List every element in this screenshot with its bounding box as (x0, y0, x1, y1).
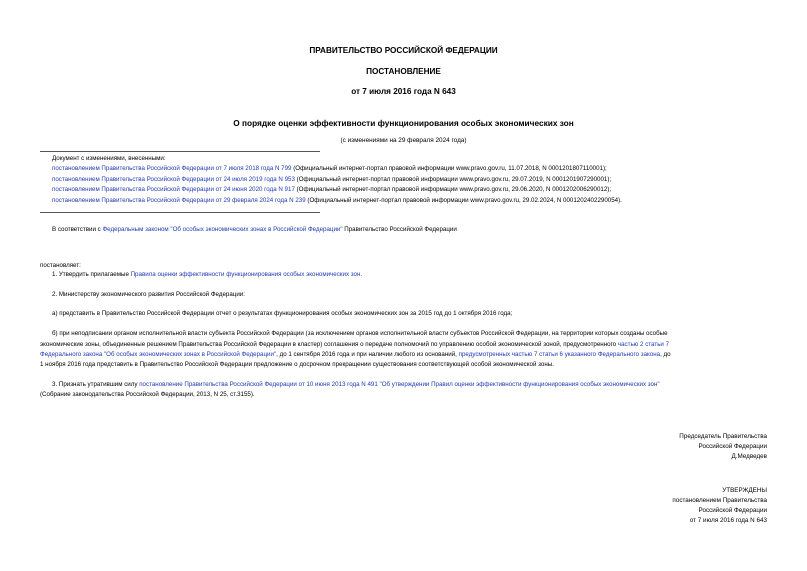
approved-line: постановлением Правительства (672, 497, 767, 504)
amendment-link[interactable]: постановлением Правительства Российской Федерации от 29 февраля 2024 года N 239 (52, 197, 306, 204)
amendment-note: (Официальный интернет-портал правовой информации www.pravo.gov.ru, 29.02.2024, N 0001202402290054). (305, 197, 622, 204)
article-link[interactable]: предусмотренных частью 7 статьи 6 указанного Федерального закона (458, 351, 661, 358)
signature-name: Д.Медведев (731, 453, 767, 460)
item-1-text: . (360, 271, 363, 278)
item-2b-line: 1 ноября 2016 года представить в Правительство Российской Федерации предложение о досрочном прекращении существования соответствующей особой экономической зоны. (40, 361, 554, 368)
preamble-text: Правительство Российской Федерации (342, 226, 457, 233)
preamble (52, 226, 457, 234)
amendments-bottom-rule (40, 212, 320, 213)
amendment-note: (Официальный интернет-портал правовой информации www.pravo.gov.ru, 29.07.2019, N 0001201907290001); (294, 176, 612, 183)
federal-law-link[interactable]: Федерального закона "Об особых экономических зонах в Российской Федерации" (40, 351, 277, 358)
amendment-item (52, 186, 611, 194)
item-3-line2: (Собрание законодательства Российской Федерации, 2013, N 25, ст.3155). (40, 391, 255, 398)
item-2a: а) представить в Правительство Российской Федерации отчет о результатах функционирования особых экономических зон за 2015 год до 1 октября 2016 года; (52, 310, 513, 317)
item-2b-text: экономические зоны, объединенные решением Правительства Российской Федерации в кластер) соглашения о передаче полномочий по управлению особой экономической зоной, предусмотренного (40, 341, 618, 348)
item-2b-line (40, 351, 671, 359)
amendment-item (52, 165, 607, 173)
approved-line: УТВЕРЖДЕНЫ (722, 487, 767, 494)
item-2b-text: , до (660, 351, 671, 358)
amendment-item (52, 197, 622, 205)
approved-line: от 7 июля 2016 года N 643 (689, 517, 767, 524)
item-1 (52, 271, 362, 279)
item-3 (52, 381, 660, 389)
item-1-text: 1. Утвердить прилагаемые (52, 271, 131, 278)
item-2b-line: б) при неподписании органом исполнительной власти субъекта Российской Федерации (за исключением органов исполнительной власти субъектов Российской Федерации, на территории которых созданы особые (52, 330, 668, 337)
government-heading: ПРАВИТЕЛЬСТВО РОССИЙСКОЙ ФЕДЕРАЦИИ (309, 46, 498, 55)
signature-line: Российской Федерации (698, 443, 767, 450)
item-3-text: 3. Признать утратившим силу (52, 381, 140, 388)
amendment-note: (Официальный интернет-портал правовой информации www.pravo.gov.ru, 11.07.2018, N 0001201807110001); (291, 165, 607, 172)
amendment-item (52, 176, 611, 184)
resolves-text: постановляет: (40, 262, 81, 269)
doc-date-number: от 7 июля 2016 года N 643 (351, 87, 456, 96)
approved-block (672, 486, 767, 526)
signature-block (679, 432, 767, 462)
federal-law-link[interactable]: Федеральным законом "Об особых экономических зонах в Российской Федерации" (102, 226, 343, 233)
item-2b-line (40, 341, 669, 349)
doc-type-heading: ПОСТАНОВЛЕНИЕ (366, 67, 441, 76)
article-link[interactable]: частью 2 статьи 7 (617, 341, 670, 348)
amendment-note: (Официальный интернет-портал правовой информации www.pravo.gov.ru, 29.06.2020, N 0001202006290012); (294, 186, 612, 193)
revision-note: (с изменениями на 29 февраля 2024 года) (340, 137, 467, 144)
amendments-intro: Документ с изменениями, внесенными: (52, 155, 166, 162)
amendment-link[interactable]: постановлением Правительства Российской Федерации от 24 июля 2019 года N 953 (52, 176, 295, 183)
rules-link[interactable]: Правила оценки эффективности функционирования особых экономических зон (130, 271, 361, 278)
amendments-top-rule (40, 151, 320, 152)
preamble-text: В соответствии с (52, 226, 103, 233)
amendment-link[interactable]: постановлением Правительства Российской Федерации от 7 июля 2018 года N 799 (52, 165, 292, 172)
repealed-decree-link[interactable]: постановление Правительства Российской Федерации от 10 июня 2013 года N 491 "Об утверждении Правил оценки эффективности функционирования особых экономических зон" (139, 381, 660, 388)
amendment-link[interactable]: постановлением Правительства Российской Федерации от 24 июня 2020 года N 917 (52, 186, 295, 193)
doc-title: О порядке оценки эффективности функционирования особых экономических зон (233, 118, 574, 128)
item-2b-text: , до 1 сентября 2016 года и при наличии любого из оснований, (276, 351, 459, 358)
signature-line: Председатель Правительства (679, 433, 767, 440)
approved-line: Российской Федерации (698, 507, 767, 514)
item-2: 2. Министерству экономического развития Российской Федерации: (52, 291, 245, 298)
